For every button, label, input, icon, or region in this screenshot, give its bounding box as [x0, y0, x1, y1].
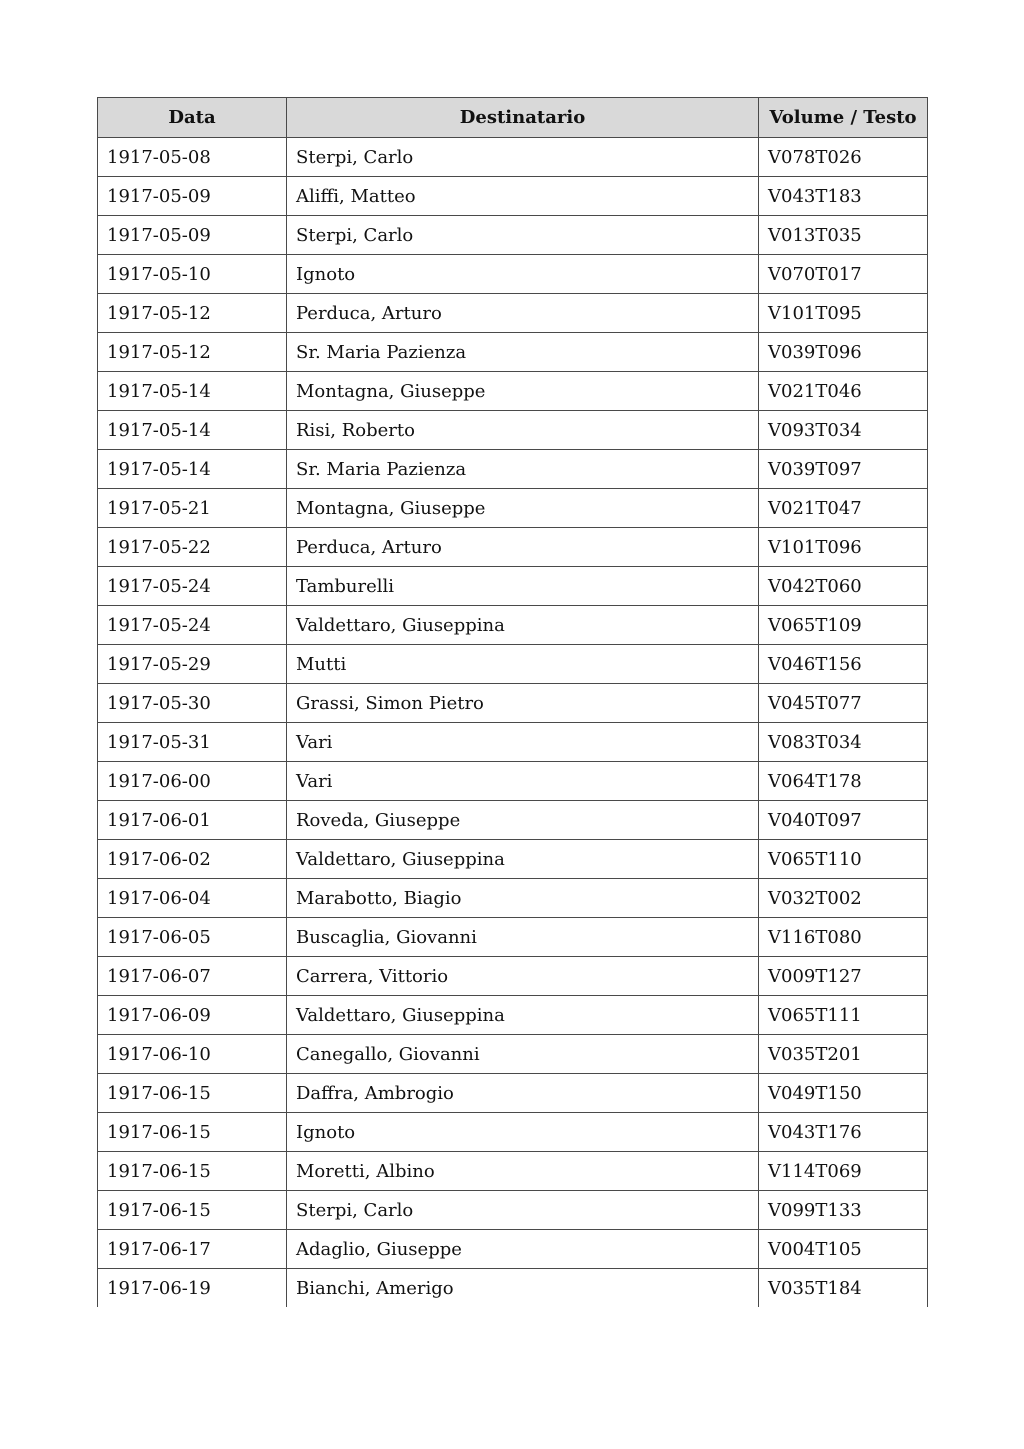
cell-date: 1917-06-09: [98, 996, 287, 1035]
cell-recipient: Ignoto: [287, 1113, 759, 1152]
cell-date: 1917-06-04: [98, 879, 287, 918]
cell-volume-text: V070T017: [759, 255, 928, 294]
cell-date: 1917-05-14: [98, 450, 287, 489]
table-body: [98, 138, 928, 1308]
cell-recipient: Roveda, Giuseppe: [287, 801, 759, 840]
cell-date: 1917-05-09: [98, 216, 287, 255]
table-row: [98, 1152, 928, 1191]
cell-volume-text: V065T109: [759, 606, 928, 645]
cell-volume-text: V093T034: [759, 411, 928, 450]
cell-volume-text: V046T156: [759, 645, 928, 684]
cell-date: 1917-06-15: [98, 1152, 287, 1191]
cell-volume-text: V039T097: [759, 450, 928, 489]
header-volume-text: Volume / Testo: [759, 98, 928, 138]
cell-recipient: Daffra, Ambrogio: [287, 1074, 759, 1113]
letters-table: [97, 97, 928, 1307]
cell-volume-text: V065T111: [759, 996, 928, 1035]
cell-recipient: Sr. Maria Pazienza: [287, 333, 759, 372]
cell-volume-text: V049T150: [759, 1074, 928, 1113]
cell-date: 1917-06-05: [98, 918, 287, 957]
table-row: [98, 684, 928, 723]
table-row: [98, 1230, 928, 1269]
table-row: [98, 333, 928, 372]
cell-volume-text: V043T176: [759, 1113, 928, 1152]
table-row: [98, 216, 928, 255]
cell-date: 1917-05-09: [98, 177, 287, 216]
cell-volume-text: V078T026: [759, 138, 928, 177]
cell-recipient: Carrera, Vittorio: [287, 957, 759, 996]
cell-date: 1917-06-15: [98, 1074, 287, 1113]
table-row: [98, 255, 928, 294]
cell-volume-text: V042T060: [759, 567, 928, 606]
cell-recipient: Risi, Roberto: [287, 411, 759, 450]
cell-date: 1917-06-07: [98, 957, 287, 996]
cell-date: 1917-05-12: [98, 333, 287, 372]
table-row: [98, 294, 928, 333]
table-row: [98, 801, 928, 840]
cell-recipient: Bianchi, Amerigo: [287, 1269, 759, 1308]
cell-date: 1917-05-12: [98, 294, 287, 333]
table-row: [98, 567, 928, 606]
cell-recipient: Valdettaro, Giuseppina: [287, 996, 759, 1035]
cell-recipient: Mutti: [287, 645, 759, 684]
cell-date: 1917-06-00: [98, 762, 287, 801]
cell-date: 1917-05-21: [98, 489, 287, 528]
cell-volume-text: V099T133: [759, 1191, 928, 1230]
table-row: [98, 411, 928, 450]
cell-recipient: Sr. Maria Pazienza: [287, 450, 759, 489]
cell-date: 1917-05-31: [98, 723, 287, 762]
cell-recipient: Tamburelli: [287, 567, 759, 606]
cell-recipient: Perduca, Arturo: [287, 528, 759, 567]
cell-volume-text: V043T183: [759, 177, 928, 216]
cell-recipient: Grassi, Simon Pietro: [287, 684, 759, 723]
table-row: [98, 879, 928, 918]
cell-volume-text: V064T178: [759, 762, 928, 801]
table-row: [98, 723, 928, 762]
cell-date: 1917-06-17: [98, 1230, 287, 1269]
cell-date: 1917-06-01: [98, 801, 287, 840]
cell-recipient: Montagna, Giuseppe: [287, 489, 759, 528]
table-row: [98, 762, 928, 801]
table-row: [98, 996, 928, 1035]
table-row: [98, 177, 928, 216]
cell-date: 1917-05-22: [98, 528, 287, 567]
cell-recipient: Valdettaro, Giuseppina: [287, 840, 759, 879]
table-row: [98, 1035, 928, 1074]
cell-recipient: Moretti, Albino: [287, 1152, 759, 1191]
cell-recipient: Valdettaro, Giuseppina: [287, 606, 759, 645]
cell-volume-text: V040T097: [759, 801, 928, 840]
cell-volume-text: V032T002: [759, 879, 928, 918]
cell-date: 1917-06-15: [98, 1113, 287, 1152]
cell-recipient: Sterpi, Carlo: [287, 138, 759, 177]
cell-recipient: Buscaglia, Giovanni: [287, 918, 759, 957]
cell-recipient: Adaglio, Giuseppe: [287, 1230, 759, 1269]
cell-date: 1917-06-10: [98, 1035, 287, 1074]
header-date: Data: [98, 98, 287, 138]
table-row: [98, 372, 928, 411]
table-row: [98, 606, 928, 645]
table-row: [98, 1113, 928, 1152]
cell-date: 1917-06-19: [98, 1269, 287, 1308]
header-row: [98, 98, 928, 138]
cell-date: 1917-05-14: [98, 372, 287, 411]
cell-recipient: Canegallo, Giovanni: [287, 1035, 759, 1074]
cell-volume-text: V101T095: [759, 294, 928, 333]
cell-recipient: Aliffi, Matteo: [287, 177, 759, 216]
table-row: [98, 489, 928, 528]
table-row: [98, 1074, 928, 1113]
cell-date: 1917-05-14: [98, 411, 287, 450]
cell-recipient: Marabotto, Biagio: [287, 879, 759, 918]
cell-volume-text: V021T047: [759, 489, 928, 528]
table-row: [98, 1191, 928, 1230]
cell-recipient: Vari: [287, 762, 759, 801]
table-row: [98, 918, 928, 957]
cell-recipient: Sterpi, Carlo: [287, 216, 759, 255]
cell-volume-text: V065T110: [759, 840, 928, 879]
cell-date: 1917-05-24: [98, 606, 287, 645]
table-row: [98, 138, 928, 177]
cell-volume-text: V013T035: [759, 216, 928, 255]
cell-date: 1917-05-24: [98, 567, 287, 606]
cell-recipient: Vari: [287, 723, 759, 762]
cell-date: 1917-05-29: [98, 645, 287, 684]
cell-volume-text: V021T046: [759, 372, 928, 411]
cell-volume-text: V035T201: [759, 1035, 928, 1074]
cell-recipient: Sterpi, Carlo: [287, 1191, 759, 1230]
cell-recipient: Montagna, Giuseppe: [287, 372, 759, 411]
cell-date: 1917-05-30: [98, 684, 287, 723]
table-row: [98, 528, 928, 567]
cell-date: 1917-05-10: [98, 255, 287, 294]
table-row: [98, 840, 928, 879]
cell-volume-text: V045T077: [759, 684, 928, 723]
header-recipient: Destinatario: [287, 98, 759, 138]
table-row: [98, 645, 928, 684]
cell-date: 1917-05-08: [98, 138, 287, 177]
cell-volume-text: V083T034: [759, 723, 928, 762]
table-header: [98, 98, 928, 138]
table-row: [98, 450, 928, 489]
cell-volume-text: V116T080: [759, 918, 928, 957]
cell-volume-text: V009T127: [759, 957, 928, 996]
cell-date: 1917-06-02: [98, 840, 287, 879]
cell-volume-text: V101T096: [759, 528, 928, 567]
table-row: [98, 1269, 928, 1308]
cell-volume-text: V035T184: [759, 1269, 928, 1308]
cell-volume-text: V004T105: [759, 1230, 928, 1269]
cell-recipient: Ignoto: [287, 255, 759, 294]
cell-date: 1917-06-15: [98, 1191, 287, 1230]
cell-volume-text: V114T069: [759, 1152, 928, 1191]
cell-volume-text: V039T096: [759, 333, 928, 372]
cell-recipient: Perduca, Arturo: [287, 294, 759, 333]
letters-table-container: [97, 97, 927, 1307]
table-row: [98, 957, 928, 996]
